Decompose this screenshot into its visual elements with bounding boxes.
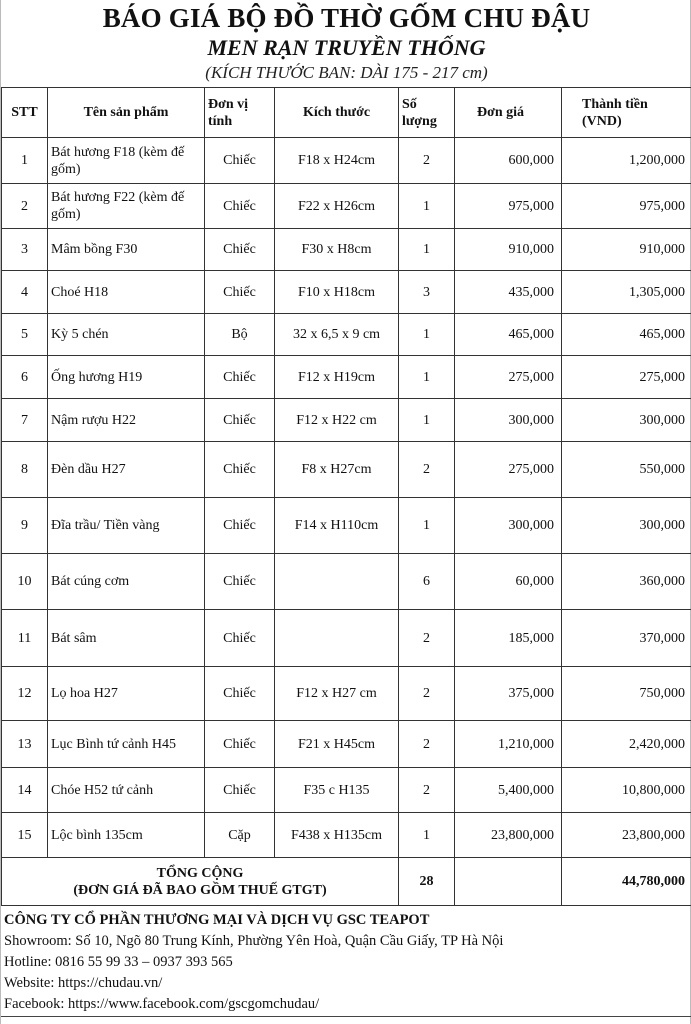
summary-label-line1: TỔNG CỘNG (156, 865, 244, 881)
row-product-name: Bát cúng cơm (48, 554, 205, 610)
col-header-price: Đơn giá (455, 88, 562, 138)
row-stt: 4 (2, 271, 48, 314)
col-header-qty-line2: lượng (402, 113, 437, 129)
row-stt: 2 (2, 184, 48, 229)
row-stt: 11 (2, 610, 48, 667)
row-size: F18 x H24cm (275, 138, 399, 184)
row-product-name: Bát sâm (48, 610, 205, 667)
row-total: 2,420,000 (562, 721, 691, 768)
row-qty: 2 (399, 721, 455, 768)
row-unit: Chiếc (205, 554, 275, 610)
row-total: 975,000 (562, 184, 691, 229)
row-size: F438 x H135cm (275, 813, 399, 858)
col-header-total-line2: (VND) (582, 113, 622, 129)
col-header-size: Kích thước (275, 88, 399, 138)
row-product-name: Kỳ 5 chén (48, 314, 205, 356)
col-header-unit (205, 88, 275, 138)
size-note: (KÍCH THƯỚC BAN: DÀI 175 - 217 cm) (205, 63, 488, 82)
row-product-name: Đèn dầu H27 (48, 442, 205, 498)
table-row (2, 768, 691, 813)
row-qty: 2 (399, 138, 455, 184)
row-size: F12 x H27 cm (275, 667, 399, 721)
page-subtitle: MEN RẠN TRUYỀN THỐNG (207, 35, 486, 60)
row-size: F30 x H8cm (275, 229, 399, 271)
row-qty: 1 (399, 813, 455, 858)
row-qty: 1 (399, 184, 455, 229)
row-product-name: Lục Bình tứ cảnh H45 (48, 721, 205, 768)
summary-label-line2: (ĐƠN GIÁ ĐÃ BAO GỒM THUẾ GTGT) (73, 882, 327, 898)
row-unit: Cặp (205, 813, 275, 858)
summary-label (2, 858, 399, 906)
row-size: F12 x H22 cm (275, 399, 399, 442)
row-total: 910,000 (562, 229, 691, 271)
col-header-unit-line1: Đơn vị (208, 96, 249, 112)
row-unit-price: 465,000 (455, 314, 562, 356)
table-row (2, 271, 691, 314)
row-unit: Bộ (205, 314, 275, 356)
col-header-name: Tên sản phẩm (48, 88, 205, 138)
col-header-qty-line1: Số (402, 96, 417, 112)
row-qty: 2 (399, 442, 455, 498)
row-product-name: Nậm rượu H22 (48, 399, 205, 442)
table-header-row (2, 88, 691, 138)
row-unit: Chiếc (205, 399, 275, 442)
row-total: 465,000 (562, 314, 691, 356)
row-unit: Chiếc (205, 667, 275, 721)
showroom-address: Showroom: Số 10, Ngõ 80 Trung Kính, Phường Yên Hoà, Quận Cầu Giấy, TP Hà Nội (4, 933, 504, 949)
row-size (275, 610, 399, 667)
row-product-name: Bát hương F22 (kèm đế gốm) (48, 184, 205, 229)
table-row (2, 813, 691, 858)
row-unit: Chiếc (205, 138, 275, 184)
row-total: 750,000 (562, 667, 691, 721)
row-stt: 5 (2, 314, 48, 356)
row-product-name: Bát hương F18 (kèm đế gốm) (48, 138, 205, 184)
row-size: 32 x 6,5 x 9 cm (275, 314, 399, 356)
row-unit-price: 1,210,000 (455, 721, 562, 768)
row-total: 360,000 (562, 554, 691, 610)
row-size: F14 x H110cm (275, 498, 399, 554)
facebook-link[interactable]: Facebook: https://www.facebook.com/gscgomchudau/ (4, 996, 320, 1012)
row-total: 275,000 (562, 356, 691, 399)
price-table (1, 87, 691, 906)
row-unit-price: 275,000 (455, 356, 562, 399)
row-unit: Chiếc (205, 498, 275, 554)
company-footer (4, 910, 688, 1015)
row-stt: 12 (2, 667, 48, 721)
row-unit: Chiếc (205, 184, 275, 229)
row-size: F35 c H135 (275, 768, 399, 813)
row-qty: 1 (399, 356, 455, 399)
row-product-name: Đĩa trầu/ Tiền vàng (48, 498, 205, 554)
row-total: 300,000 (562, 498, 691, 554)
row-unit: Chiếc (205, 721, 275, 768)
website-link[interactable]: Website: https://chudau.vn/ (4, 975, 163, 991)
row-product-name: Ống hương H19 (48, 356, 205, 399)
row-unit: Chiếc (205, 768, 275, 813)
row-size: F8 x H27cm (275, 442, 399, 498)
row-stt: 15 (2, 813, 48, 858)
row-total: 370,000 (562, 610, 691, 667)
row-unit-price: 5,400,000 (455, 768, 562, 813)
table-row (2, 498, 691, 554)
row-unit-price: 185,000 (455, 610, 562, 667)
table-row (2, 554, 691, 610)
row-unit-price: 910,000 (455, 229, 562, 271)
table-row (2, 356, 691, 399)
hotline: Hotline: 0816 55 99 33 – 0937 393 565 (4, 954, 233, 970)
row-qty: 1 (399, 314, 455, 356)
company-name: CÔNG TY CỔ PHẦN THƯƠNG MẠI VÀ DỊCH VỤ GSC TEAPOT (4, 912, 430, 928)
row-unit-price: 975,000 (455, 184, 562, 229)
summary-row (2, 858, 691, 906)
row-size: F10 x H18cm (275, 271, 399, 314)
row-total: 1,305,000 (562, 271, 691, 314)
row-stt: 3 (2, 229, 48, 271)
table-row (2, 721, 691, 768)
row-unit-price: 23,800,000 (455, 813, 562, 858)
row-qty: 6 (399, 554, 455, 610)
row-qty: 1 (399, 229, 455, 271)
row-qty: 3 (399, 271, 455, 314)
row-stt: 13 (2, 721, 48, 768)
row-size: F12 x H19cm (275, 356, 399, 399)
row-stt: 14 (2, 768, 48, 813)
summary-total: 44,780,000 (562, 858, 691, 906)
row-unit-price: 275,000 (455, 442, 562, 498)
row-qty: 2 (399, 667, 455, 721)
row-total: 300,000 (562, 399, 691, 442)
col-header-unit-line2: tính (208, 113, 233, 129)
row-unit: Chiếc (205, 271, 275, 314)
table-row (2, 314, 691, 356)
row-size (275, 554, 399, 610)
row-unit: Chiếc (205, 356, 275, 399)
page-title: BÁO GIÁ BỘ ĐỒ THỜ GỐM CHU ĐẬU (102, 3, 591, 33)
row-unit: Chiếc (205, 610, 275, 667)
row-qty: 1 (399, 399, 455, 442)
table-row (2, 229, 691, 271)
row-qty: 2 (399, 768, 455, 813)
row-unit-price: 435,000 (455, 271, 562, 314)
row-product-name: Lọ hoa H27 (48, 667, 205, 721)
row-qty: 2 (399, 610, 455, 667)
summary-qty: 28 (399, 858, 455, 906)
table-row (2, 184, 691, 229)
row-unit-price: 600,000 (455, 138, 562, 184)
row-unit-price: 300,000 (455, 399, 562, 442)
row-stt: 7 (2, 399, 48, 442)
table-row (2, 399, 691, 442)
row-total: 550,000 (562, 442, 691, 498)
row-unit-price: 300,000 (455, 498, 562, 554)
row-unit: Chiếc (205, 442, 275, 498)
row-stt: 6 (2, 356, 48, 399)
row-product-name: Choé H18 (48, 271, 205, 314)
summary-price-empty (455, 858, 562, 906)
row-unit-price: 60,000 (455, 554, 562, 610)
row-stt: 8 (2, 442, 48, 498)
row-product-name: Lộc bình 135cm (48, 813, 205, 858)
table-row (2, 610, 691, 667)
row-stt: 10 (2, 554, 48, 610)
row-size: F22 x H26cm (275, 184, 399, 229)
row-qty: 1 (399, 498, 455, 554)
row-product-name: Mâm bồng F30 (48, 229, 205, 271)
footer-divider (1, 1016, 691, 1017)
table-row (2, 442, 691, 498)
table-row (2, 138, 691, 184)
row-product-name: Chóe H52 tứ cảnh (48, 768, 205, 813)
row-unit-price: 375,000 (455, 667, 562, 721)
row-size: F21 x H45cm (275, 721, 399, 768)
table-row (2, 667, 691, 721)
col-header-stt: STT (2, 88, 48, 138)
row-total: 1,200,000 (562, 138, 691, 184)
row-stt: 1 (2, 138, 48, 184)
col-header-total (562, 88, 691, 138)
row-total: 10,800,000 (562, 768, 691, 813)
row-stt: 9 (2, 498, 48, 554)
col-header-qty (399, 88, 455, 138)
row-unit: Chiếc (205, 229, 275, 271)
row-total: 23,800,000 (562, 813, 691, 858)
col-header-total-line1: Thành tiền (582, 96, 648, 112)
